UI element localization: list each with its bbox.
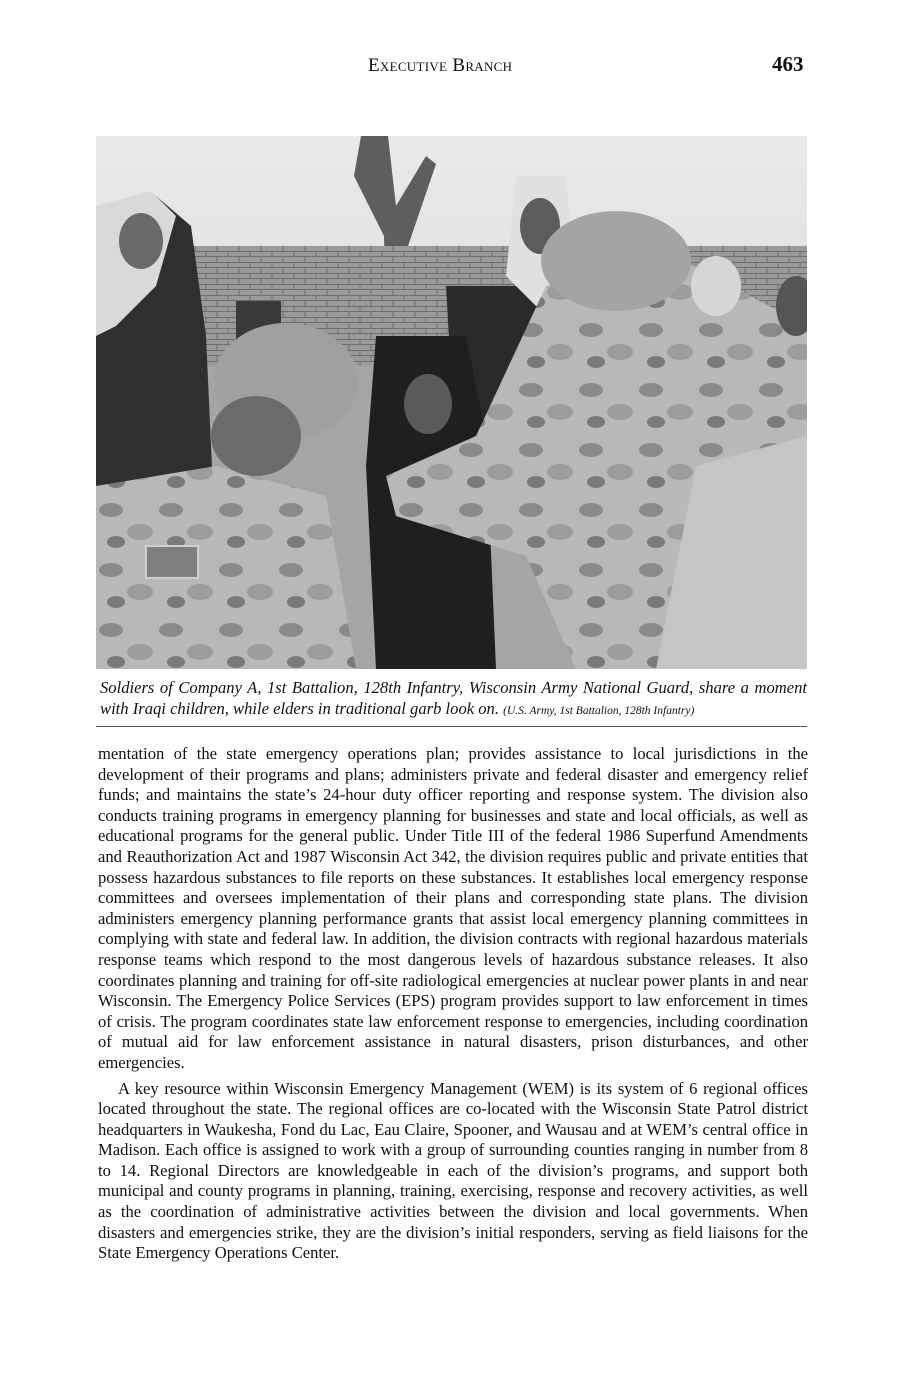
paragraph: mentation of the state emergency operations plan; provides assistance to local jurisdictions in the development of their programs and plans; administers private and federal disaster and emergency relief funds; and maintains the state’s 24-hour duty officer reporting and response system. The division also conducts training programs in emergency planning for businesses and state and local officials, as well as educational programs for the general public. Under Title III of the federal 1986 Superfund Amendments and Reauthorization Act and 1987 Wisconsin Act 342, the division requires public and private entities that possess hazardous substances to file reports on these substances. It establishes local emergency response committees and oversees implementation of their plans and corresponding state plans. The division administers emergency planning performance grants that assist local emergency planning committees in complying with state and federal law. In addition, the division contracts with regional hazardous materials response teams which respond to the most dangerous levels of hazardous substance releases. It also coordinates planning and training for off-site radiological emergencies at nuclear power plants in and near Wisconsin. The Emergency Police Services (EPS) program provides support to law enforcement in times of crisis. The program coordinates state law enforcement response to emergencies, including coordination of mutual aid for law enforcement assistance in natural disasters, prison disturbances, and other emergencies.: [98, 744, 808, 1072]
running-head: Executive Branch: [368, 55, 513, 76]
photograph-soldiers-with-iraqi-children: [96, 136, 807, 669]
page-number: 463: [772, 52, 804, 76]
photo-caption: [100, 677, 807, 722]
paragraph: A key resource within Wisconsin Emergency Management (WEM) is its system of 6 regional offices located throughout the state. The regional offices are co-located with the Wisconsin State Patrol district headquarters in Waukesha, Fond du Lac, Eau Claire, Spooner, and Wausau and at WEM’s central office in Madison. Each office is assigned to work with a group of surrounding counties ranging in number from 8 to 14. Regional Directors are knowledgeable in each of the division’s programs, and support both municipal and county programs in planning, training, exercising, response and recovery activities, as well as the coordination of administrative activities between the division and local governments. When disasters and emergencies strike, they are the division’s initial responders, serving as field liaisons for the State Emergency Operations Center.: [98, 1078, 808, 1263]
caption-divider: [96, 726, 807, 727]
body-text: [98, 744, 808, 1264]
photo-credit: (U.S. Army, 1st Battalion, 128th Infantry): [503, 705, 695, 717]
caption-text: Soldiers of Company A, 1st Battalion, 128th Infantry, Wisconsin Army National Guard, share a moment with Iraqi children, while elders in traditional garb look on.: [100, 678, 807, 718]
